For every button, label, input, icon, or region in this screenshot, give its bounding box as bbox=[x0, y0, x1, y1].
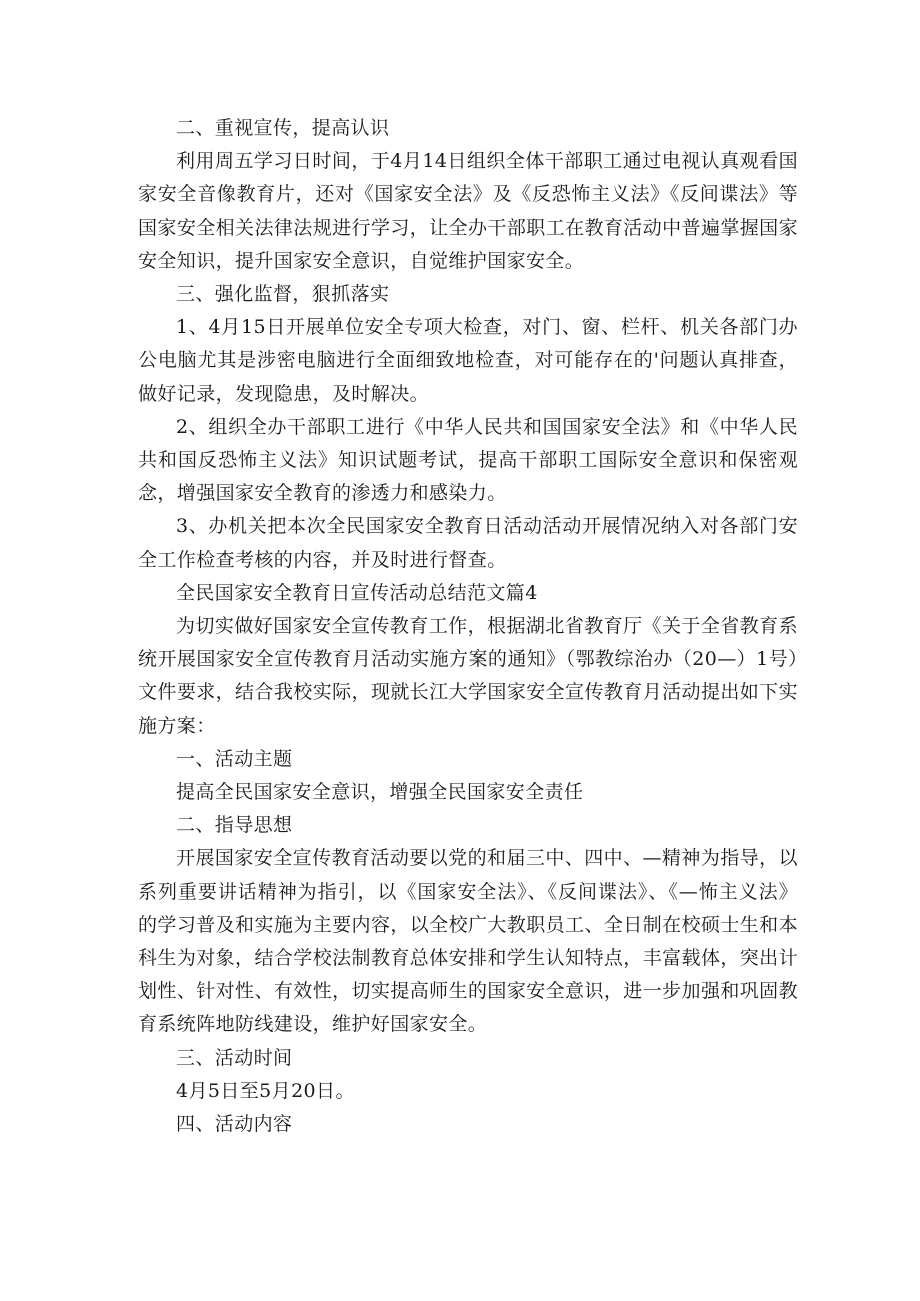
article-title: 全民国家安全教育日宣传活动总结范文篇4 bbox=[176, 581, 538, 604]
paragraph: 为切实做好国家安全宣传教育工作，根据湖北省教育厅《关于全省教育系统开展国家安全宣传教育月活动实施方案的通知》（鄂教综治办（20—）1号）文件要求，结合我校实际，现就长江大学国家安全宣传教育月活动提出如下实施方案： bbox=[138, 615, 798, 737]
paragraph: 利用周五学习日时间，于4月14日组织全体干部职工通过电视认真观看国家安全音像教育片，还对《国家安全法》及《反恐怖主义法》《反间谍法》等国家安全相关法律法规进行学习，让全办干部职工在教育活动中普遍掌握国家安全知识，提升国家安全意识，自觉维护国家安全。 bbox=[138, 150, 798, 272]
paragraph: 2、组织全办干部职工进行《中华人民共和国国家安全法》和《中华人民共和国反恐怖主义法》知识试题考试，提高干部职工国际安全意识和保密观念，增强国家安全教育的渗透力和感染力。 bbox=[138, 415, 798, 505]
section-heading: 一、活动主题 bbox=[176, 747, 293, 770]
section-heading: 二、指导思想 bbox=[176, 814, 293, 837]
section-heading: 二、重视宣传，提高认识 bbox=[176, 117, 390, 139]
section-heading: 三、活动时间 bbox=[176, 1046, 293, 1069]
paragraph: 1、4月15日开展单位安全专项大检查，对门、窗、栏杆、机关各部门办公电脑尤其是涉密电脑进行全面细致地检查，对可能存在的'问题认真排查，做好记录，发现隐患，及时解决。 bbox=[138, 316, 798, 405]
section-heading: 四、活动内容 bbox=[176, 1113, 293, 1136]
paragraph: 4月5日至5月20日。 bbox=[176, 1079, 355, 1102]
paragraph: 提高全民国家安全意识，增强全民国家安全责任 bbox=[176, 781, 584, 804]
paragraph: 3、办机关把本次全民国家安全教育日活动活动开展情况纳入对各部门安全工作检查考核的内容，并及时进行督查。 bbox=[138, 515, 798, 571]
document-body bbox=[138, 112, 798, 1141]
section-heading: 三、强化监督，狠抓落实 bbox=[176, 283, 390, 306]
paragraph: 开展国家安全宣传教育活动要以党的和届三中、四中、—精神为指导，以系列重要讲话精神为指引，以《国家安全法》、《反间谍法》、《—怖主义法》的学习普及和实施为主要内容，以全校广大教职员工、全日制在校硕士生和本科生为对象，结合学校法制教育总体安排和学生认知特点，丰富载体，突出计划性、针对性、有效性，切实提高师生的国家安全意识，进一步加强和巩固教育系统阵地防线建设，维护好国家安全。 bbox=[138, 847, 798, 1036]
